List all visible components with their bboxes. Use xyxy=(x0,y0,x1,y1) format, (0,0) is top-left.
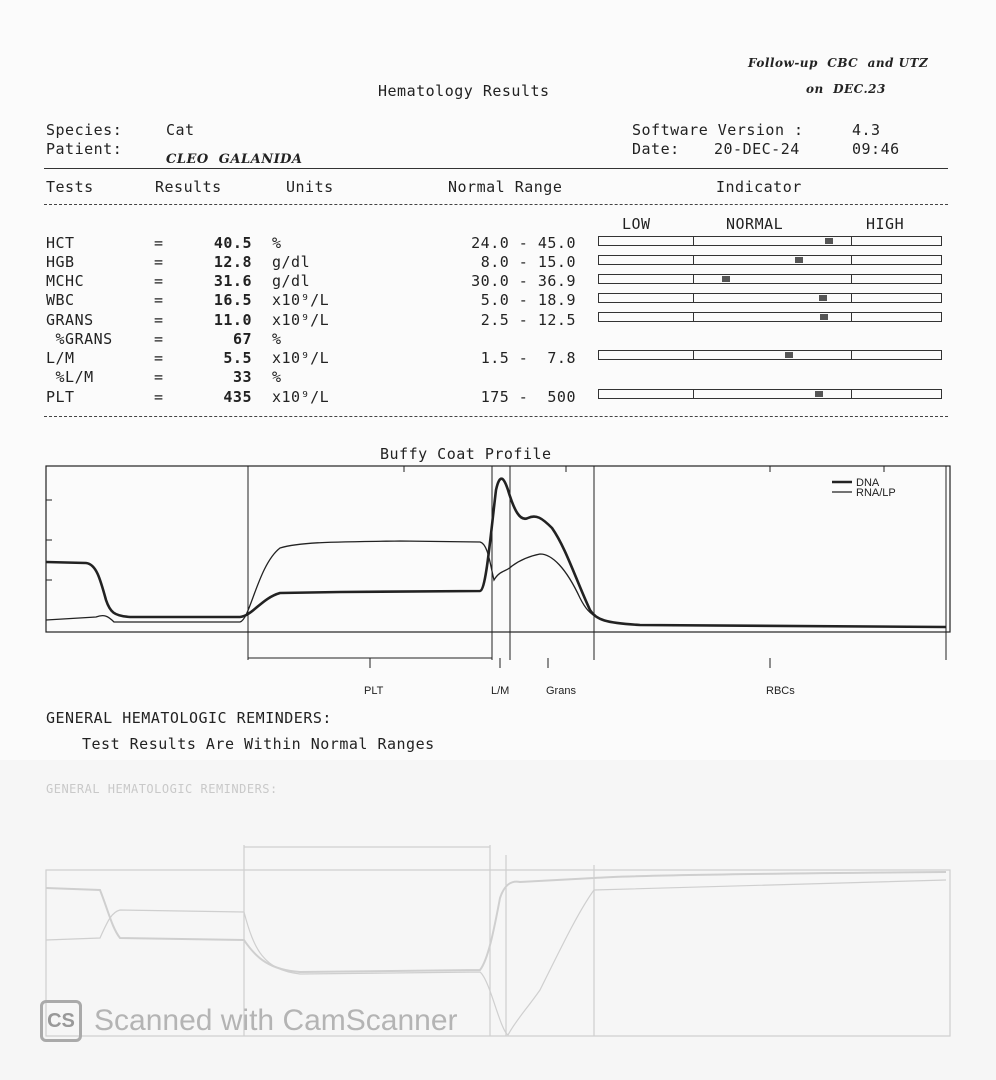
row-test-name: PLT xyxy=(46,388,75,406)
header-results: Results xyxy=(155,178,222,196)
date-label: Date: xyxy=(632,140,680,158)
indicator-marker xyxy=(820,314,828,320)
ghost-reminders-text: GENERAL HEMATOLOGIC REMINDERS: xyxy=(46,782,278,796)
row-normal-range: 8.0 - 15.0 xyxy=(480,253,576,271)
row-equals: = xyxy=(154,311,164,329)
header-indicator: Indicator xyxy=(716,178,802,196)
indicator-bar-divider xyxy=(851,313,852,321)
handwritten-note-line2: on DEC.23 xyxy=(806,82,886,96)
indicator-high-label: HIGH xyxy=(866,215,905,233)
row-test-name: %L/M xyxy=(46,368,94,386)
region-plt: PLT xyxy=(364,685,384,697)
row-normal-range: 5.0 - 18.9 xyxy=(480,291,576,309)
row-normal-range: 30.0 - 36.9 xyxy=(471,272,576,290)
row-result: 16.5 xyxy=(213,291,252,309)
row-test-name: HCT xyxy=(46,234,75,252)
table-bottom-rule xyxy=(44,416,948,417)
row-normal-range: 1.5 - 7.8 xyxy=(480,349,576,367)
legend-rna-lp: RNA/LP xyxy=(856,487,896,499)
row-result: 12.8 xyxy=(213,253,252,271)
row-unit: x10⁹/L xyxy=(272,349,330,367)
buffy-coat-chart xyxy=(0,460,996,700)
row-test-name: WBC xyxy=(46,291,75,309)
row-normal-range: 175 - 500 xyxy=(480,388,576,406)
row-result: 435 xyxy=(223,388,252,406)
region-rbcs: RBCs xyxy=(766,685,795,697)
indicator-bar xyxy=(598,293,942,303)
indicator-bar-divider xyxy=(851,294,852,302)
row-result: 31.6 xyxy=(213,272,252,290)
row-test-name: MCHC xyxy=(46,272,85,290)
indicator-low-label: LOW xyxy=(622,215,651,233)
date-value: 20-DEC-24 xyxy=(714,140,800,158)
row-result: 40.5 xyxy=(213,234,252,252)
indicator-bar-divider xyxy=(693,313,694,321)
region-lm: L/M xyxy=(491,685,510,697)
indicator-bar-divider xyxy=(851,390,852,398)
row-unit: g/dl xyxy=(272,253,311,271)
indicator-bar xyxy=(598,255,942,265)
reminders-heading: GENERAL HEMATOLOGIC REMINDERS: xyxy=(46,709,332,727)
indicator-bar xyxy=(598,350,942,360)
row-equals: = xyxy=(154,330,164,348)
indicator-bar xyxy=(598,236,942,246)
patient-label: Patient: xyxy=(46,140,123,158)
row-equals: = xyxy=(154,253,164,271)
row-unit: x10⁹/L xyxy=(272,291,330,309)
indicator-bar-divider xyxy=(851,237,852,245)
buffy-title: Buffy Coat Profile xyxy=(380,445,552,463)
handwritten-note-line1: Follow-up CBC and UTZ xyxy=(748,56,929,70)
row-unit: % xyxy=(272,368,282,386)
indicator-marker xyxy=(819,295,827,301)
row-unit: % xyxy=(272,330,282,348)
row-result: 67 xyxy=(232,330,252,348)
camscanner-watermark xyxy=(40,1000,458,1042)
row-equals: = xyxy=(154,234,164,252)
row-test-name: HGB xyxy=(46,253,75,271)
indicator-marker xyxy=(795,257,803,263)
header-normal-range: Normal Range xyxy=(448,178,563,196)
indicator-bar xyxy=(598,274,942,284)
software-label: Software Version : xyxy=(632,121,804,139)
indicator-bar-divider xyxy=(851,275,852,283)
indicator-bar-divider xyxy=(693,390,694,398)
indicator-marker xyxy=(825,238,833,244)
camscanner-logo-icon: CS xyxy=(40,1000,82,1042)
row-result: 33 xyxy=(232,368,252,386)
indicator-bar-divider xyxy=(693,256,694,264)
row-test-name: GRANS xyxy=(46,311,94,329)
row-normal-range: 2.5 - 12.5 xyxy=(480,311,576,329)
legend-dna: DNA xyxy=(856,477,880,489)
indicator-bar-divider xyxy=(693,351,694,359)
header-units: Units xyxy=(286,178,334,196)
row-unit: x10⁹/L xyxy=(272,388,330,406)
header-tests: Tests xyxy=(46,178,94,196)
indicator-bar-divider xyxy=(851,351,852,359)
region-grans: Grans xyxy=(546,685,576,697)
report-title: Hematology Results xyxy=(378,82,550,100)
header-underline xyxy=(44,204,948,205)
indicator-marker xyxy=(722,276,730,282)
row-equals: = xyxy=(154,291,164,309)
row-result: 5.5 xyxy=(223,349,252,367)
indicator-marker xyxy=(815,391,823,397)
indicator-normal-label: NORMAL xyxy=(726,215,784,233)
row-result: 11.0 xyxy=(213,311,252,329)
header-rule xyxy=(44,168,948,169)
row-unit: g/dl xyxy=(272,272,311,290)
indicator-marker xyxy=(785,352,793,358)
row-unit: x10⁹/L xyxy=(272,311,330,329)
row-equals: = xyxy=(154,388,164,406)
reminders-text: Test Results Are Within Normal Ranges xyxy=(82,735,435,753)
time-value: 09:46 xyxy=(852,140,900,158)
indicator-bar-divider xyxy=(693,237,694,245)
species-value: Cat xyxy=(166,121,195,139)
indicator-bar xyxy=(598,312,942,322)
row-equals: = xyxy=(154,272,164,290)
row-equals: = xyxy=(154,368,164,386)
indicator-bar-divider xyxy=(693,294,694,302)
row-unit: % xyxy=(272,234,282,252)
patient-name: CLEO GALANIDA xyxy=(166,152,303,167)
species-label: Species: xyxy=(46,121,123,139)
row-equals: = xyxy=(154,349,164,367)
row-normal-range: 24.0 - 45.0 xyxy=(471,234,576,252)
software-version: 4.3 xyxy=(852,121,881,139)
indicator-bar-divider xyxy=(693,275,694,283)
row-test-name: L/M xyxy=(46,349,75,367)
row-test-name: %GRANS xyxy=(46,330,113,348)
watermark-text: Scanned with CamScanner xyxy=(94,1004,458,1037)
indicator-bar-divider xyxy=(851,256,852,264)
indicator-bar xyxy=(598,389,942,399)
